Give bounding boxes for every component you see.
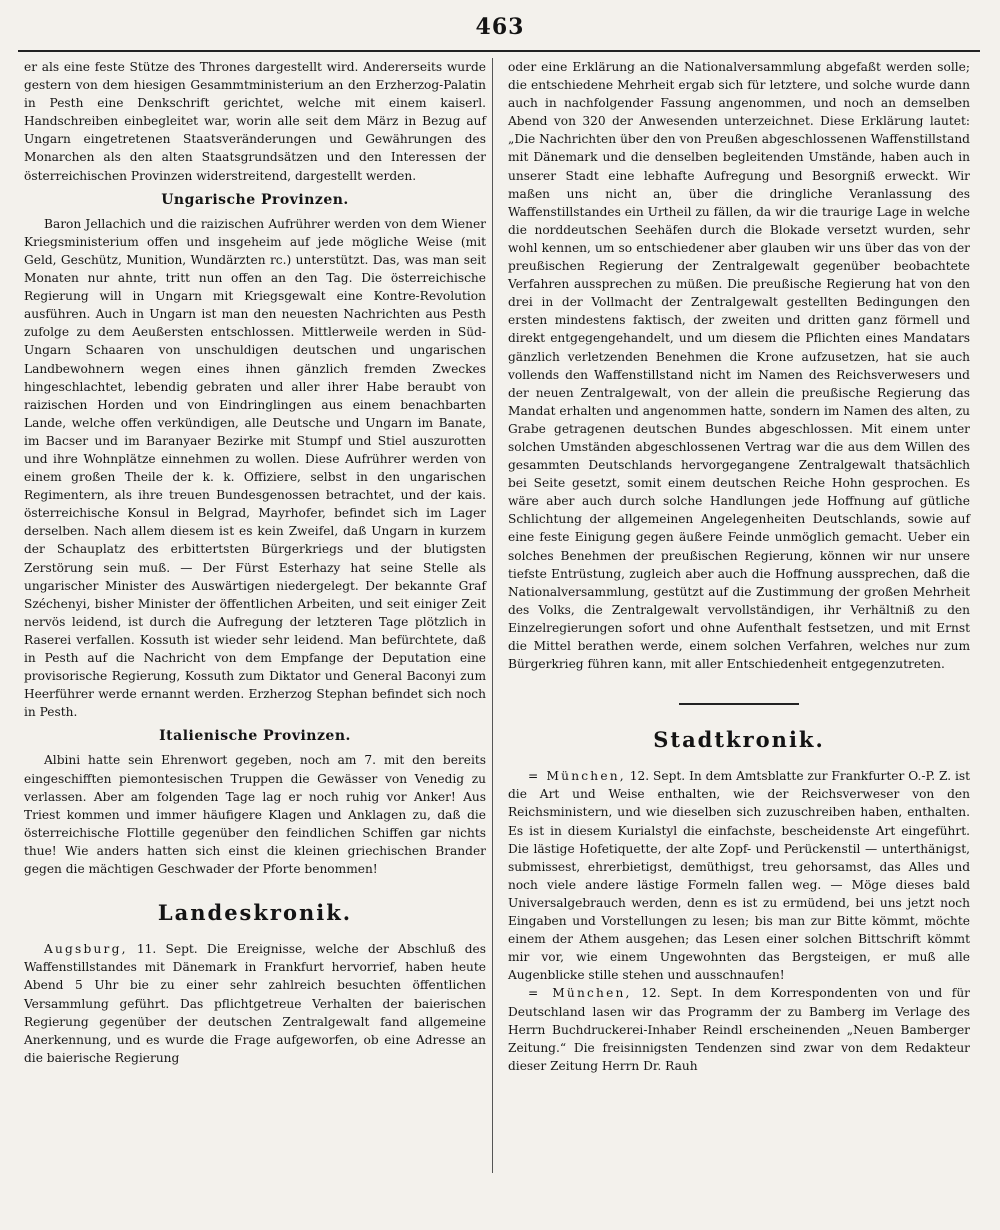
- section-rule: [679, 703, 799, 705]
- paragraph-continuation: er als eine feste Stütze des Thrones dargestellt wird. Andererseits wurde gestern von dem hiesigen Gesammtministerium an den Erzherzog-Palatin in Pesth eine Denkschrift gerichtet, welche mit einem kaiserl. Handschreiben einbegleitet war, worin alle seit dem März in Bezug auf Ungarn eingetretenen Staatsveränderungen und Gewährungen des Monarchen als den alten Staatsgrundsätzen und den Interessen der österreichischen Provinzen widerstreitend, dargestellt werden.: [24, 60, 486, 183]
- paragraph-muenchen-2: [508, 984, 970, 1074]
- heading-stadtkronik: Stadtkronik.: [653, 727, 825, 753]
- paragraph-ungarn: Baron Jellachich und die raizischen Aufrührer werden von dem Wiener Kriegsministerium offen und insgeheim auf jede mögliche Weise (mit Geld, Geschütz, Munition, Wundärzten rc.) unterstützt. Das, was man seit Monaten nur ahnte, tritt nun offen an den Tag. Die österreichische Regierung will in Ungarn mit Kriegsgewalt eine Kontre-Revolution ausführen. Auch in Ungarn ist man den neuesten Nachrichten aus Pesth zufolge zu dem Aeußersten entschlossen. Mittlerweile werden in Süd-Ungarn Schaaren von unschuldigen deutschen und ungarischen Landbewohnern wegen eines ihnen gänzlich fremden Zweckes hingeschlachtet, lebendig gebraten und aller ihrer Habe beraubt von raizischen Horden und von Eindringlingen aus einem benachbarten Lande, welche offen verkündigen, alle Deutsche und Ungarn im Banate, im Bacser und im Baranyaer Bezirke mit Stumpf und Stiel auszurotten und ihre Wohnplätze einnehmen zu wollen. Diese Aufrührer werden von einem großen Theile der k. k. Offiziere, selbst in den ungarischen Regimentern, als ihre treuen Bundesgenossen betrachtet, und der kais. österreichische Konsul in Belgrad, Mayrhofer, befindet sich im Lager derselben. Nach allem diesem ist es kein Zweifel, daß Ungarn in kurzem der Schauplatz des erbittertsten Bürgerkriegs und der blutigsten Zerstörung sein muß. — Der Fürst Esterhazy hat seine Stelle als ungarischer Minister des Auswärtigen niedergelegt. Der bekannte Graf Széchenyi, bisher Minister der öffentlichen Arbeiten, und seit einiger Zeit nervös leidend, ist durch die Aufregung der letzteren Tage plötzlich in Raserei verfallen. Kossuth ist wieder sehr leidend. Man befürchtete, daß in Pesth auf die Nachricht von dem Empfange der Deputation eine provisorische Regierung, Kossuth zum Diktator und General Baconyi zum Heerführer werde ernannt werden. Erzherzog Stephan befindet sich noch in Pesth.: [24, 216, 486, 720]
- header-rule: [18, 50, 980, 52]
- paragraph-muenchen-1: [508, 767, 970, 984]
- left-column: [24, 58, 486, 1067]
- heading-landeskronik: Landeskronik.: [157, 900, 353, 926]
- dateline-augsburg: Augsburg,: [44, 942, 128, 957]
- dateline-muenchen-1: = München,: [528, 769, 626, 784]
- paragraph-augsburg-text: 11. Sept. Die Ereignisse, welche der Abschluß des Waffenstillstandes mit Dänemark in Frankfurt hervorrief, haben heute Abend 5 Uhr bie zu einer sehr zahlreich besuchten öffentlichen Versammlung geführt. Das pflichtgetreue Verhalten der baierischen Regierung gegenüber der deutschen Zentralgewalt fand allgemeine Anerkennung, und es wurde die Frage aufgeworfen, ob eine Adresse an die baierische Regierung: [24, 942, 486, 1065]
- heading-italienische-provinzen: Italienische Provinzen.: [159, 728, 351, 745]
- page-number: 463: [475, 14, 525, 40]
- paragraph-muenchen-2-text: 12. Sept. In dem Korrespondenten von und für Deutschland lasen wir das Programm der zu Bamberg im Verlage des Herrn Buchdruckerei-Inhaber Reindl erscheinenden „Neuen Bamberger Zeitung.“ Die freisinnigsten Tendenzen sind zwar von dem Redakteur dieser Zeitung Herrn Dr. Rauh: [508, 986, 970, 1073]
- right-column: [508, 58, 970, 1075]
- paragraph-italien: Albini hatte sein Ehrenwort gegeben, noch am 7. mit den bereits eingeschifften piemontesischen Truppen die Gewässer von Venedig zu verlassen. Aber am folgenden Tage lag er noch ruhig vor Anker! Aus Triest kommen und immer häufigere Klagen und Anklagen zu, daß die österreichische Flottille gegenüber den feindlichen Schiffen gar nichts thue! Wie anders hatten sich einst die kleinen griechischen Brander gegen die mächtigen Geschwader der Pforte benommen!: [24, 753, 486, 877]
- paragraph-augsburg: [24, 940, 486, 1067]
- paragraph-muenchen-1-text: 12. Sept. In dem Amtsblatte zur Frankfurter O.-P. Z. ist die Art und Weise enthalten, wie der Reichsverweser von den Reichsministern, und wie dieselben sich zuzuschreiben haben, enthalten. Es ist in diesem Kurialstyl die einfachste, bescheidenste Art eingeführt. Die lästige Hofetiquette, der alte Zopf- und Perückenstil — unterthänigst, submissest, ehrerbietigst, demüthigst, treu gehorsamst, das Alles und noch viele andere lästige Formeln fallen weg. — Möge dieses bald Universalgebrauch werden, denn es ist zu ermüdend, bei uns jetzt noch Eingaben und Vorstellungen zu lesen; bis man zur Bitte kömmt, möchte einem der Athem ausgehen; das Lesen einer solchen Bittschrift kömmt mir vor, wie einem Ungewohnten das Bergsteigen, er muß alle Augenblicke stille stehen und ausschnaufen!: [508, 769, 971, 983]
- dateline-muenchen-2: = München,: [528, 986, 632, 1001]
- heading-ungarische-provinzen: Ungarische Provinzen.: [161, 191, 349, 208]
- paragraph-erklaerung: oder eine Erklärung an die Nationalversammlung abgefaßt werden solle; die entschiedene Mehrheit ergab sich für letztere, und solche wurde dann auch in nachfolgender Fassung angenommen, und noch an demselben Abend von 320 der Anwesenden unterzeichnet. Diese Erklärung lautet: „Die Nachrichten über den von Preußen abgeschlossenen Waffenstillstand mit Dänemark und die denselben begleitenden Umstände, haben auch in unserer Stadt eine lebhafte Aufregung und Besorgniß erweckt. Wir maßen uns nicht an, über die dringliche Veranlassung des Waffenstillstandes ein Urtheil zu fällen, da wir die traurige Lage in welche die norddeutschen Seehäfen durch die Blokade versetzt wurden, sehr wohl kennen, um so entschiedener aber glauben wir uns über das von der preußischen Regierung der Zentralgewalt gegenüber beobachtete Verfahren aussprechen zu müßen. Die preußische Regierung hat von den drei in der Vollmacht der Zentralgewalt gestellten Bedingungen den ersten mindestens faktisch, der zweiten und dritten ganz förmell und direkt entgegengehandelt, und um diesem die Pflichten eines Mandatars gänzlich verletzenden Benehmen die Krone aufzusetzen, hat sie auch vollends den Waffenstillstand nicht im Namen des Reichsverwesers und der neuen Zentralgewalt, von der allein die preußische Regierung das Mandat erhalten und angenommen hatte, sondern im Namen des alten, zu Grabe getragenen deutschen Bundes abgeschlossen. Mit einem unter solchen Umständen abgeschlossenen Vertrag war die aus dem Willen des gesammten Deutschlands hervorgegangene Zentralgewalt thatsächlich bei Seite gesetzt, somit einem deutschen Reiche Hohn gesprochen. Es wäre aber auch durch solche Handlungen jede Hoffnung auf gütliche Schlichtung der allgemeinen Angelegenheiten Deutschlands, sowie auf eine feste Einigung gegen äußere Feinde unmöglich gemacht. Ueber ein solches Benehmen der preußischen Regierung, können wir nur unsere tiefste Entrüstung, zugleich aber auch die Hoffnung aussprechen, daß die Nationalversammlung, gestützt auf die Zustimmung der großen Mehrheit des Volks, die Zentralgewalt vervollständigen, ihr Verhältniß zu den Einzelregierungen sofort und ohne Aufenthalt festsetzen, und mit Ernst die Mittel berathen werde, einem solchen Verfahren, welches nur zum Bürgerkrieg führen kann, mit aller Entschiedenheit entgegenzutreten.: [508, 60, 970, 672]
- column-divider: [492, 58, 493, 1173]
